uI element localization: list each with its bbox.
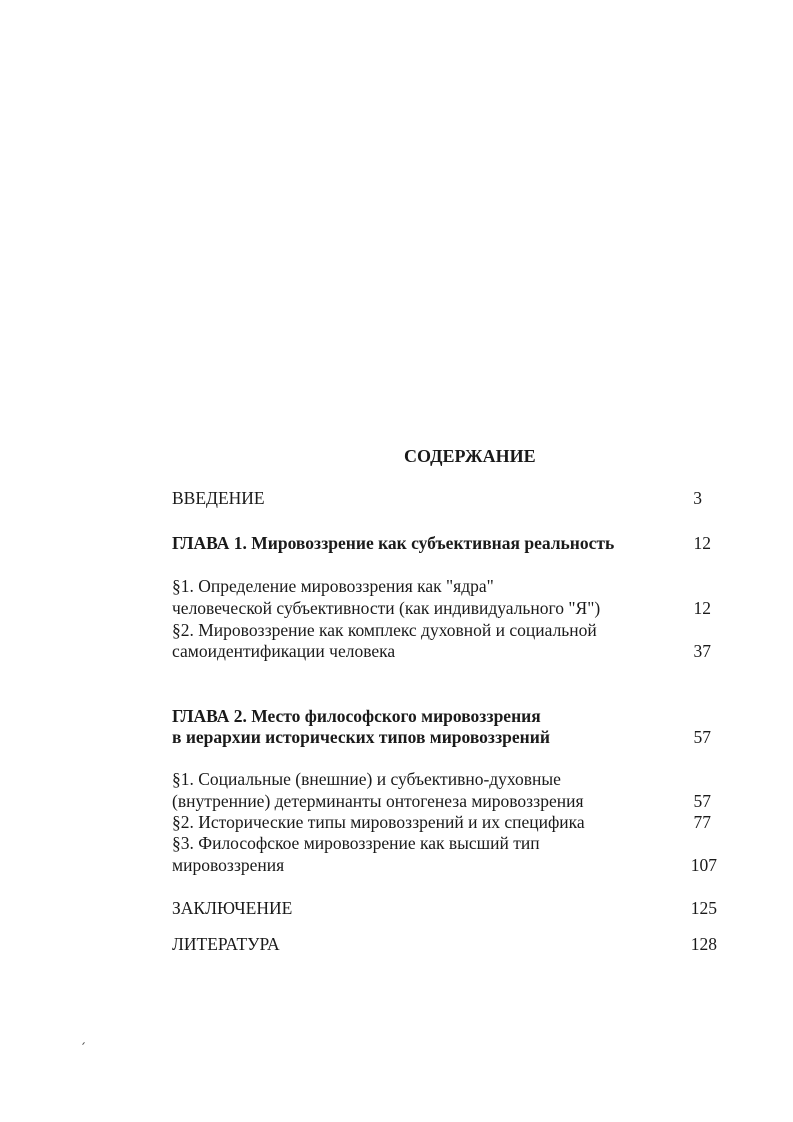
chapter-1-title: . Мировоззрение как субъективная реальность [242, 533, 615, 553]
toc-section-2-3-line2: мировоззрения [172, 855, 285, 875]
toc-section-1-1-line1: §1. Определение мировоззрения как "ядра" [172, 576, 494, 596]
toc-page-chapter-1: 12 [693, 533, 711, 553]
toc-chapter-1-heading [172, 532, 614, 554]
chapter-1-label: ГЛАВА 1 [172, 533, 243, 553]
toc-page-section-1-1: 12 [693, 598, 711, 618]
toc-page-conclusion: 125 [690, 898, 717, 918]
scan-speck [82, 1042, 85, 1045]
toc-section-2-1-line1: §1. Социальные (внешние) и субъективно-духовные [172, 769, 561, 789]
toc-section-1-2-line2: самоидентификации человека [172, 641, 396, 661]
toc-section-2-1-line2: (внутренние) детерминанты онтогенеза мировоззрения [172, 791, 584, 811]
toc-page-chapter-2: 57 [693, 727, 711, 747]
toc-page-intro: 3 [693, 488, 702, 508]
toc-chapter-2-heading-line2: в иерархии исторических типов мировоззрений [172, 727, 550, 747]
toc-page-section-2-3: 107 [690, 855, 717, 875]
toc-entry-conclusion: ЗАКЛЮЧЕНИЕ [172, 898, 293, 918]
toc-page-section-1-2: 37 [693, 641, 711, 661]
toc-page-section-2-2: 77 [693, 812, 711, 832]
toc-section-2-3-line1: §3. Философское мировоззрение как высший тип [172, 833, 540, 853]
toc-page-literature: 128 [690, 934, 717, 954]
toc-entry-intro: ВВЕДЕНИЕ [172, 488, 265, 508]
toc-entry-literature: ЛИТЕРАТУРА [172, 934, 280, 954]
toc-page-section-2-1: 57 [693, 791, 711, 811]
toc-section-1-1-line2: человеческой субъективности (как индивидуального "Я") [172, 598, 601, 618]
toc-title: СОДЕРЖАНИЕ [404, 446, 536, 466]
toc-section-1-2-line1: §2. Мировоззрение как комплекс духовной и социальной [172, 620, 597, 640]
toc-chapter-2-heading-line1: ГЛАВА 2. Место философского мировоззрения [172, 706, 541, 726]
toc-section-2-2-line1: §2. Исторические типы мировоззрений и их специфика [172, 812, 585, 832]
